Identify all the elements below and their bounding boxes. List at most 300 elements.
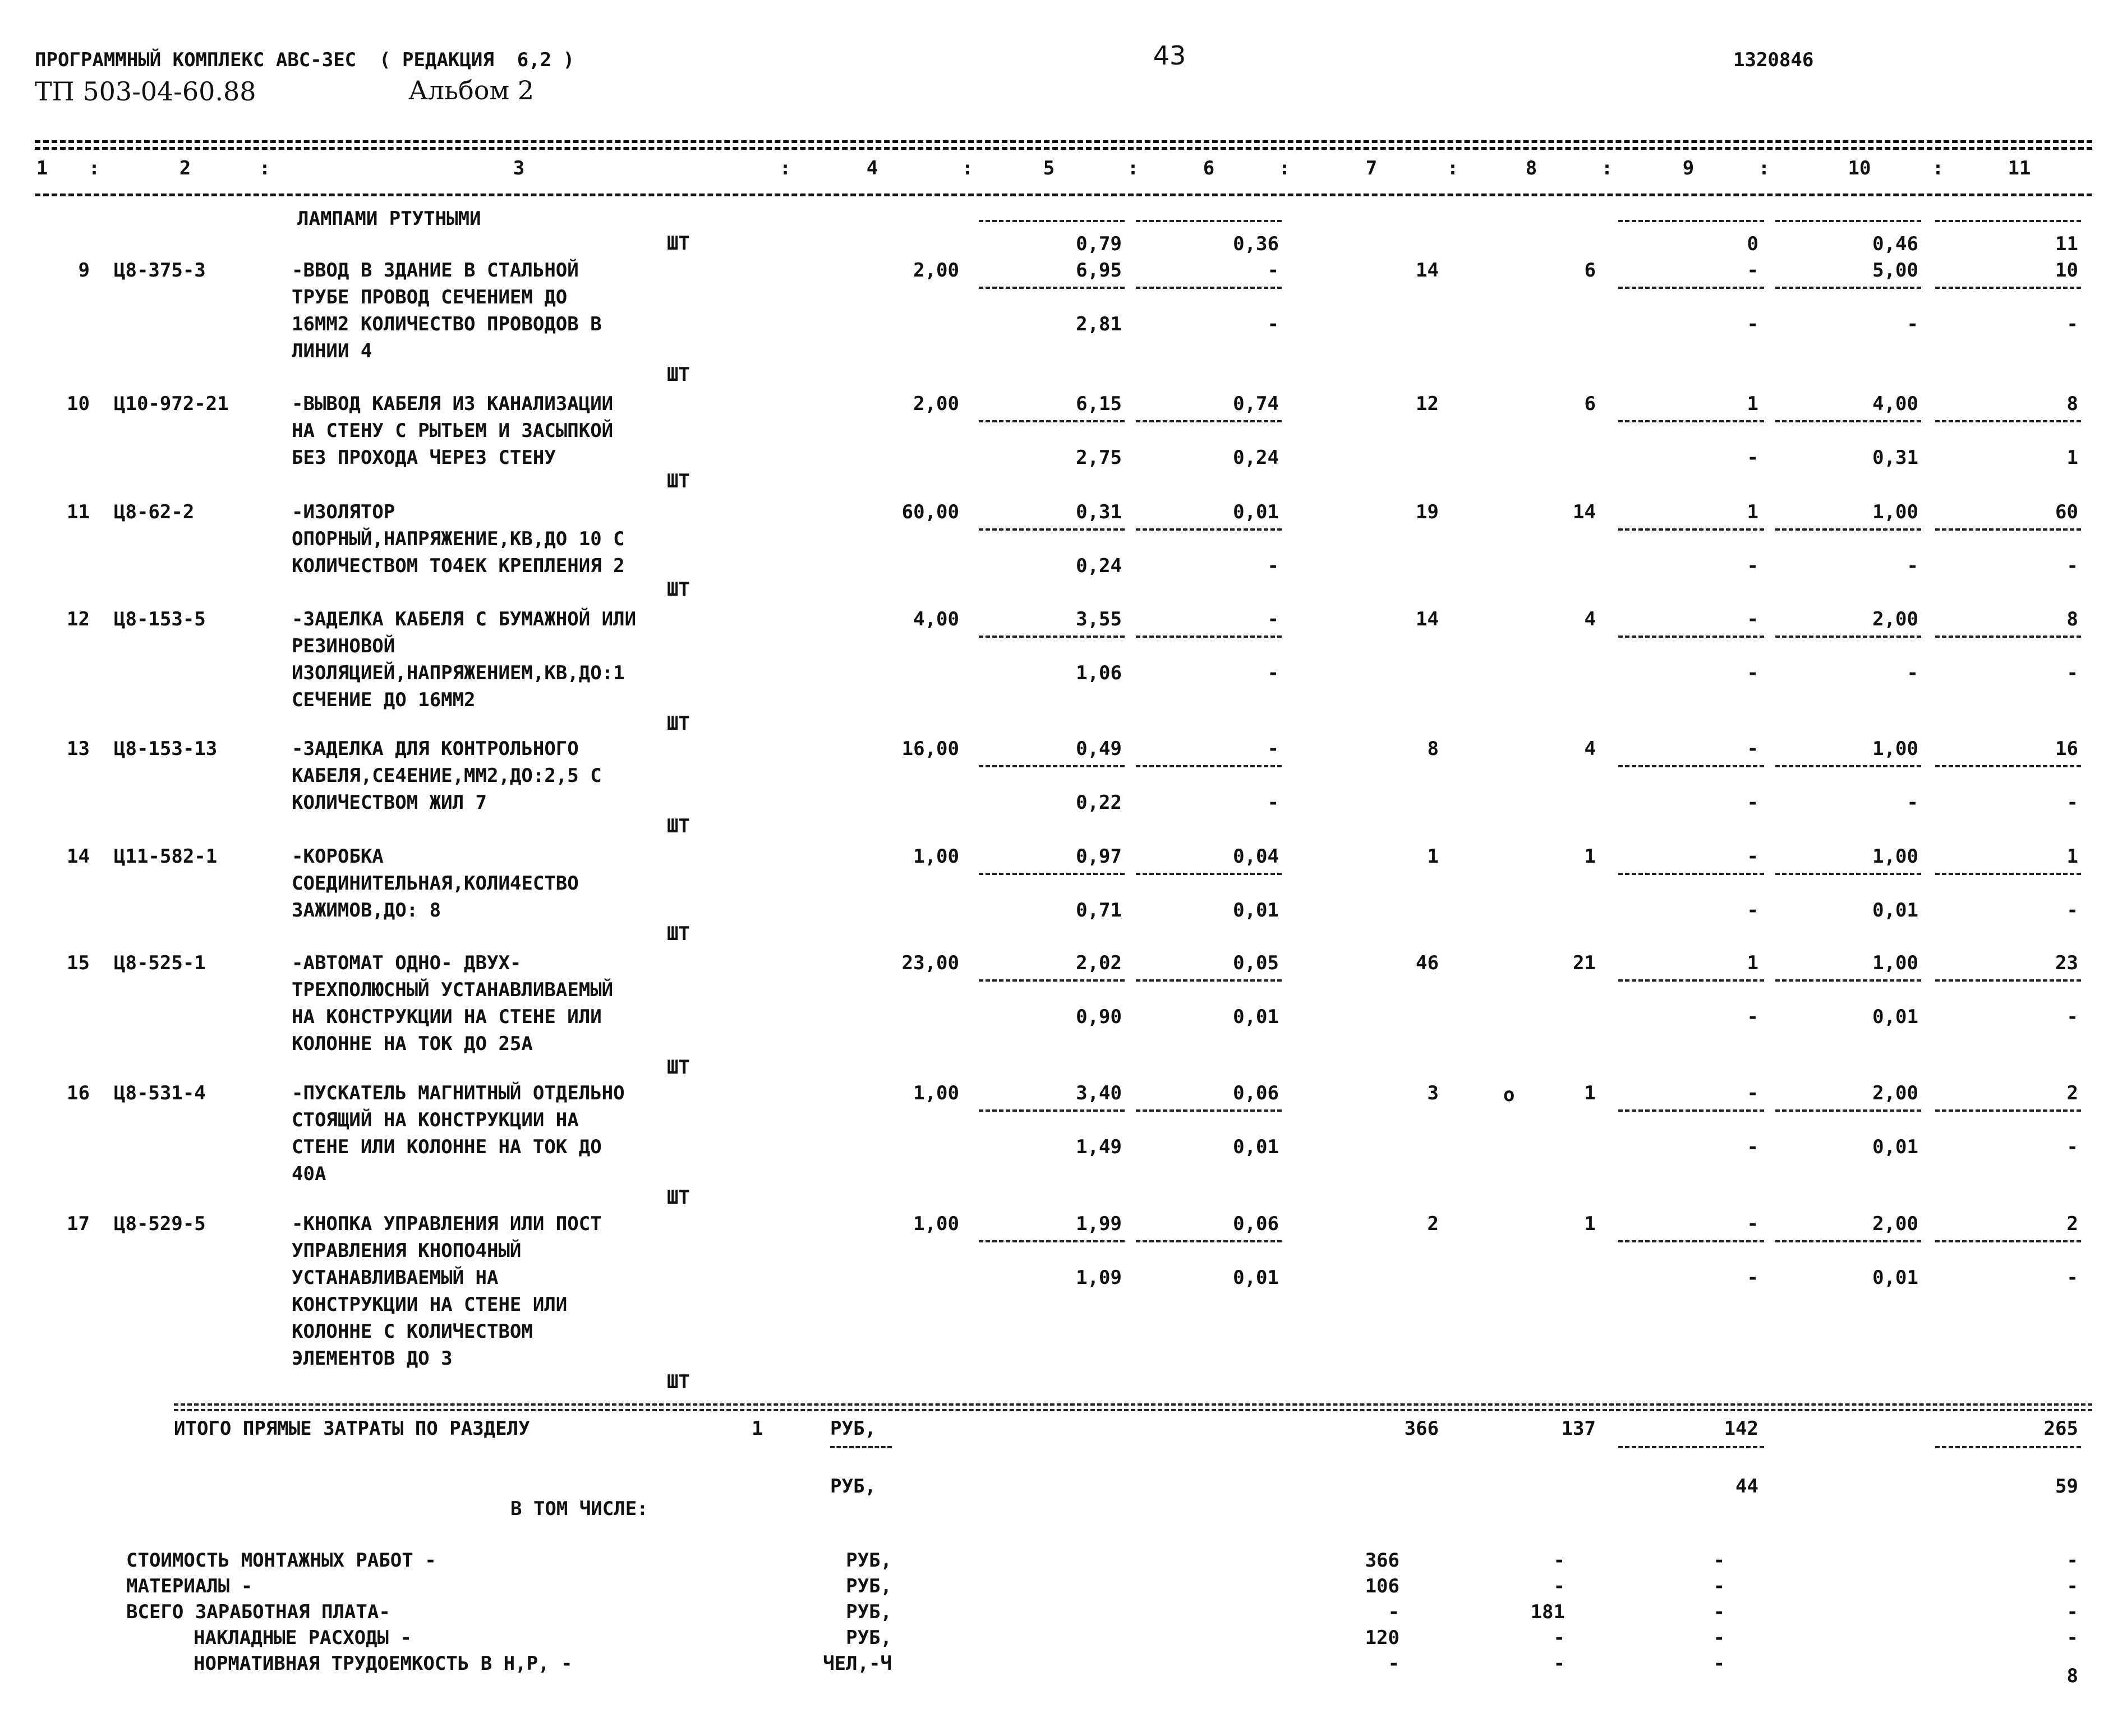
summary-col11: - xyxy=(2066,1575,2078,1597)
subrow-rule xyxy=(1136,220,1282,222)
item-description: 16ММ2 КОЛИЧЕСТВО ПРОВОДОВ В xyxy=(292,313,602,335)
subrow-rule xyxy=(1775,979,1921,982)
item-description: УСТАНАВЛИВАЕМЫЙ НА xyxy=(292,1267,499,1289)
row-number: 12 xyxy=(67,608,90,630)
project-code: ТП 503-04-60.88 xyxy=(35,76,256,107)
cell-col9-bottom: - xyxy=(1747,313,1758,335)
cell-col9-top: - xyxy=(1747,1213,1758,1235)
column-header-11: 11 xyxy=(2008,157,2031,179)
cell-col6-top: 0,04 xyxy=(1233,845,1279,868)
cell-col11-top: 8 xyxy=(2066,393,2078,415)
subrow-rule xyxy=(979,873,1125,875)
summary-col7: - xyxy=(1388,1601,1399,1623)
cell-col9-top: - xyxy=(1747,1082,1758,1104)
subrow-rule xyxy=(1935,1240,2081,1242)
item-description: КОЛИЧЕСТВОМ ЖИЛ 7 xyxy=(292,791,487,814)
album-label: Альбом 2 xyxy=(408,75,535,105)
row-number: 16 xyxy=(67,1082,90,1104)
cell-col7: 3 xyxy=(1427,1082,1439,1104)
row-code: Ц8-531-4 xyxy=(114,1082,206,1104)
cell-col11-top: 16 xyxy=(2055,738,2078,760)
item-description: ЛИНИИ 4 xyxy=(292,340,372,362)
column-separator: : xyxy=(259,157,271,179)
cell-col6-top: - xyxy=(1267,738,1279,760)
cell-col9-top: - xyxy=(1747,738,1758,760)
page-number: 43 xyxy=(1153,40,1186,71)
cell-col9-bottom: - xyxy=(1747,1136,1758,1158)
row-code: Ц8-525-1 xyxy=(114,952,206,974)
cell-col6-bottom: 0,01 xyxy=(1233,899,1279,922)
subrow-rule xyxy=(979,1240,1125,1242)
subrow-rule xyxy=(1935,1446,2081,1448)
item-unit: ШТ xyxy=(667,712,690,735)
header-top-rule-2 xyxy=(35,147,2092,150)
subrow-rule xyxy=(1935,287,2081,289)
cell-col8: 6 xyxy=(1584,259,1596,282)
item-description: НА КОНСТРУКЦИИ НА СТЕНЕ ИЛИ xyxy=(292,1006,602,1028)
cell-col9-bottom: - xyxy=(1747,662,1758,684)
row-code: Ц8-375-3 xyxy=(114,259,206,282)
cell-col8: 4 xyxy=(1584,608,1596,630)
subrow-rule xyxy=(979,220,1125,222)
subrow-rule xyxy=(979,420,1125,422)
subrow-rule xyxy=(1775,1240,1921,1242)
cell-col6-top: - xyxy=(1267,608,1279,630)
totals-unit: РУБ, xyxy=(830,1417,876,1440)
cell-col10-top: 2,00 xyxy=(1872,608,1918,630)
cell-col10-top: 4,00 xyxy=(1872,393,1918,415)
summary-label: МАТЕРИАЛЫ - xyxy=(126,1575,253,1597)
summary-col8: - xyxy=(1553,1627,1565,1649)
cell-col9-top: 1 xyxy=(1747,501,1758,523)
cell-col9-top: - xyxy=(1747,845,1758,868)
cell-col5-top: 0,49 xyxy=(1076,738,1122,760)
document-number: 1320846 xyxy=(1733,49,1814,71)
subrow-rule xyxy=(979,636,1125,638)
cell-col5-top: 1,99 xyxy=(1076,1213,1122,1235)
subrow-rule xyxy=(1618,636,1764,638)
cell-col5-bottom: 1,06 xyxy=(1076,662,1122,684)
item-unit: ШТ xyxy=(667,470,690,492)
cell-col5-bottom: 0,24 xyxy=(1076,555,1122,577)
column-header-10: 10 xyxy=(1848,157,1871,179)
subrow-rule xyxy=(1136,765,1282,767)
cell-col7: 8 xyxy=(1427,738,1439,760)
summary-col11: - xyxy=(2066,1627,2078,1649)
cell-col10-top: 1,00 xyxy=(1872,501,1918,523)
program-title: ПРОГРАММНЫЙ КОМПЛЕКС АВС-3ЕС ( РЕДАКЦИЯ 6,2 ) xyxy=(35,49,575,71)
row-number: 15 xyxy=(67,952,90,974)
handwritten-mark: о xyxy=(1503,1084,1515,1106)
column-header-8: 8 xyxy=(1525,157,1537,179)
column-header-9: 9 xyxy=(1682,157,1695,179)
item-description: НА СТЕНУ С РЫТЬЕМ И ЗАСЫПКОЙ xyxy=(292,420,614,442)
cell-quantity: 16,00 xyxy=(901,738,959,760)
summary-col9: - xyxy=(1713,1549,1725,1572)
cell-col7: 12 xyxy=(1416,393,1439,415)
subrow-rule xyxy=(1136,528,1282,531)
column-header-2: 2 xyxy=(179,157,191,179)
cell-col11-top: 10 xyxy=(2055,259,2078,282)
row-number: 17 xyxy=(67,1213,90,1235)
item-unit: ШТ xyxy=(667,1056,690,1079)
cell-quantity: 60,00 xyxy=(901,501,959,523)
totals-label: ИТОГО ПРЯМЫЕ ЗАТРАТЫ ПО РАЗДЕЛУ xyxy=(174,1417,530,1440)
cell-col5-top: 6,15 xyxy=(1076,393,1122,415)
cell-col10-bottom: 0,01 xyxy=(1872,1267,1918,1289)
summary-col9: - xyxy=(1713,1627,1725,1649)
summary-col8: - xyxy=(1553,1575,1565,1597)
item-description: 40А xyxy=(292,1163,326,1185)
row-code: Ц10-972-21 xyxy=(114,393,229,415)
subrow-rule xyxy=(1935,220,2081,222)
column-header-5: 5 xyxy=(1043,157,1055,179)
item-description: БЕЗ ПРОХОДА ЧЕРЕЗ СТЕНУ xyxy=(292,446,556,469)
carry-cell-9: 0 xyxy=(1747,233,1758,255)
summary-col11: 8 xyxy=(2066,1665,2078,1687)
subrow-rule xyxy=(1618,1446,1764,1448)
cell-col6-top: 0,06 xyxy=(1233,1213,1279,1235)
subrow-rule xyxy=(1136,873,1282,875)
cell-col11-top: 2 xyxy=(2066,1082,2078,1104)
subrow-rule xyxy=(1935,420,2081,422)
cell-col10-bottom: - xyxy=(1907,313,1918,335)
summary-unit: РУБ, xyxy=(846,1601,892,1623)
cell-col10-top: 1,00 xyxy=(1872,738,1918,760)
subrow-rule xyxy=(1618,1109,1764,1112)
subrow-rule xyxy=(1775,528,1921,531)
cell-col8: 1 xyxy=(1584,1082,1596,1104)
subrow-rule xyxy=(1618,873,1764,875)
cell-col5-top: 0,97 xyxy=(1076,845,1122,868)
cell-col9-bottom: - xyxy=(1747,446,1758,469)
subrow-rule xyxy=(1136,1240,1282,1242)
summary-col9: - xyxy=(1713,1652,1725,1675)
subrow-rule xyxy=(1775,220,1921,222)
cell-col8: 14 xyxy=(1573,501,1596,523)
item-description: КОЛИЧЕСТВОМ ТО4ЕК КРЕПЛЕНИЯ 2 xyxy=(292,555,625,577)
row-code: Ц11-582-1 xyxy=(114,845,218,868)
carry-cell-11: 11 xyxy=(2055,233,2078,255)
cell-col5-top: 3,40 xyxy=(1076,1082,1122,1104)
column-separator: : xyxy=(779,157,791,179)
subrow-rule xyxy=(1618,220,1764,222)
summary-col8: 181 xyxy=(1530,1601,1565,1623)
cell-col11-top: 23 xyxy=(2055,952,2078,974)
totals-col11-top: 265 xyxy=(2043,1417,2078,1440)
cell-col8: 1 xyxy=(1584,1213,1596,1235)
cell-col6-top: 0,74 xyxy=(1233,393,1279,415)
column-header-7: 7 xyxy=(1365,157,1378,179)
summary-label: НОРМАТИВНАЯ ТРУДОЕМКОСТЬ В Н,Р, - xyxy=(194,1652,573,1675)
cell-col8: 21 xyxy=(1573,952,1596,974)
cell-col11-bottom: - xyxy=(2066,899,2078,922)
cell-col9-top: - xyxy=(1747,259,1758,282)
cell-col6-bottom: - xyxy=(1267,662,1279,684)
column-separator: : xyxy=(1932,157,1944,179)
cell-col10-top: 1,00 xyxy=(1872,845,1918,868)
totals-section-number: 1 xyxy=(752,1417,763,1440)
subrow-rule xyxy=(1136,287,1282,289)
cell-col9-bottom: - xyxy=(1747,1006,1758,1028)
cell-col9-top: - xyxy=(1747,608,1758,630)
subrow-rule xyxy=(1775,1109,1921,1112)
cell-quantity: 2,00 xyxy=(913,259,959,282)
summary-col9: - xyxy=(1713,1575,1725,1597)
item-description: ИЗОЛЯЦИЕЙ,НАПРЯЖЕНИЕМ,КВ,ДО:1 xyxy=(292,662,625,684)
cell-col10-top: 2,00 xyxy=(1872,1213,1918,1235)
column-separator: : xyxy=(1601,157,1613,179)
subrow-rule xyxy=(1136,1109,1282,1112)
cell-col9-bottom: - xyxy=(1747,555,1758,577)
cell-col5-bottom: 1,49 xyxy=(1076,1136,1122,1158)
summary-col9: - xyxy=(1713,1601,1725,1623)
item-description: КОЛОННЕ С КОЛИЧЕСТВОМ xyxy=(292,1320,533,1343)
subrow-rule xyxy=(1618,420,1764,422)
cell-col10-bottom: 0,01 xyxy=(1872,1136,1918,1158)
cell-col9-bottom: - xyxy=(1747,899,1758,922)
summary-col7: 366 xyxy=(1365,1549,1399,1572)
subrow-rule xyxy=(1935,765,2081,767)
cell-col8: 4 xyxy=(1584,738,1596,760)
cell-col7: 14 xyxy=(1416,259,1439,282)
item-description: -КОРОБКА xyxy=(292,845,384,868)
item-description: -ПУСКАТЕЛЬ МАГНИТНЫЙ ОТДЕЛЬНО xyxy=(292,1082,625,1104)
column-header-3: 3 xyxy=(513,157,525,179)
summary-label: ВСЕГО ЗАРАБОТНАЯ ПЛАТА- xyxy=(126,1601,390,1623)
summary-col7: 120 xyxy=(1365,1627,1399,1649)
summary-unit: РУБ, xyxy=(846,1627,892,1649)
cell-col11-top: 8 xyxy=(2066,608,2078,630)
header-top-rule xyxy=(35,140,2092,143)
item-description: ЗАЖИМОВ,ДО: 8 xyxy=(292,899,441,922)
column-header-4: 4 xyxy=(866,157,878,179)
cell-col6-top: 0,05 xyxy=(1233,952,1279,974)
subrow-rule xyxy=(979,765,1125,767)
cell-col10-top: 5,00 xyxy=(1872,259,1918,282)
cell-col8: 6 xyxy=(1584,393,1596,415)
summary-col7: - xyxy=(1388,1652,1399,1675)
cell-col9-bottom: - xyxy=(1747,791,1758,814)
summary-col11: - xyxy=(2066,1549,2078,1572)
cell-col11-bottom: 1 xyxy=(2066,446,2078,469)
item-description: КАБЕЛЯ,СЕ4ЕНИЕ,ММ2,ДО:2,5 С xyxy=(292,765,602,787)
cell-col6-bottom: 0,24 xyxy=(1233,446,1279,469)
summary-unit: ЧЕЛ,-Ч xyxy=(823,1652,892,1675)
cell-quantity: 1,00 xyxy=(913,1213,959,1235)
cell-col11-top: 1 xyxy=(2066,845,2078,868)
item-unit: ШТ xyxy=(667,1186,690,1209)
row-number: 14 xyxy=(67,845,90,868)
subrow-rule xyxy=(1618,765,1764,767)
item-description: -АВТОМАТ ОДНО- ДВУХ- xyxy=(292,952,522,974)
cell-col5-bottom: 2,81 xyxy=(1076,313,1122,335)
summary-col7: 106 xyxy=(1365,1575,1399,1597)
row-number: 9 xyxy=(78,259,90,282)
header-bottom-rule xyxy=(35,194,2092,196)
column-header-1: 1 xyxy=(36,157,48,179)
subrow-rule xyxy=(979,1109,1125,1112)
item-description: КОЛОННЕ НА ТОК ДО 25А xyxy=(292,1033,533,1055)
item-description: СТЕНЕ ИЛИ КОЛОННЕ НА ТОК ДО xyxy=(292,1136,602,1158)
cell-col11-bottom: - xyxy=(2066,662,2078,684)
totals-unit-2: РУБ, xyxy=(830,1475,876,1498)
row-code: Ц8-153-13 xyxy=(114,738,218,760)
summary-label: СТОИМОСТЬ МОНТАЖНЫХ РАБОТ - xyxy=(126,1549,436,1572)
cell-col5-bottom: 0,90 xyxy=(1076,1006,1122,1028)
cell-col6-bottom: 0,01 xyxy=(1233,1006,1279,1028)
subrow-rule xyxy=(1935,979,2081,982)
row-code: Ц8-62-2 xyxy=(114,501,195,523)
cell-quantity: 1,00 xyxy=(913,845,959,868)
cell-col6-bottom: - xyxy=(1267,791,1279,814)
cell-quantity: 2,00 xyxy=(913,393,959,415)
subrow-rule xyxy=(1775,636,1921,638)
item-description: -ЗАДЕЛКА КАБЕЛЯ С БУМАЖНОЙ ИЛИ xyxy=(292,608,637,630)
subrow-rule xyxy=(979,528,1125,531)
summary-col11: - xyxy=(2066,1601,2078,1623)
item-description: УПРАВЛЕНИЯ КНОПО4НЫЙ xyxy=(292,1240,522,1262)
item-description: ЭЛЕМЕНТОВ ДО 3 xyxy=(292,1347,453,1370)
row-number: 10 xyxy=(67,393,90,415)
cell-col5-top: 3,55 xyxy=(1076,608,1122,630)
carry-cell-5: 0,79 xyxy=(1076,233,1122,255)
item-description: СЕЧЕНИЕ ДО 16ММ2 xyxy=(292,689,476,711)
subrow-rule xyxy=(1618,979,1764,982)
subrow-rule xyxy=(1775,765,1921,767)
subrow-rule xyxy=(1935,1109,2081,1112)
cell-col10-top: 2,00 xyxy=(1872,1082,1918,1104)
row-code: Ц8-153-5 xyxy=(114,608,206,630)
summary-col8: - xyxy=(1553,1652,1565,1675)
row-code: Ц8-529-5 xyxy=(114,1213,206,1235)
cell-col6-top: 0,06 xyxy=(1233,1082,1279,1104)
cell-col7: 2 xyxy=(1427,1213,1439,1235)
totals-top-rule xyxy=(174,1403,2092,1406)
subrow-rule xyxy=(1935,528,2081,531)
totals-col8: 137 xyxy=(1561,1417,1596,1440)
cell-col7: 46 xyxy=(1416,952,1439,974)
column-separator: : xyxy=(1447,157,1459,179)
subrow-rule xyxy=(1618,528,1764,531)
subrow-rule xyxy=(1775,287,1921,289)
item-description: ОПОРНЫЙ,НАПРЯЖЕНИЕ,КВ,ДО 10 С xyxy=(292,528,625,550)
subrow-rule xyxy=(1935,873,2081,875)
cell-col5-bottom: 0,22 xyxy=(1076,791,1122,814)
column-separator: : xyxy=(1278,157,1291,179)
cell-col11-bottom: - xyxy=(2066,791,2078,814)
cell-col10-bottom: - xyxy=(1907,791,1918,814)
item-description: ТРУБЕ ПРОВОД СЕЧЕНИЕМ ДО xyxy=(292,286,568,308)
cell-col7: 14 xyxy=(1416,608,1439,630)
cell-col6-bottom: - xyxy=(1267,555,1279,577)
item-description: -ВЫВОД КАБЕЛЯ ИЗ КАНАЛИЗАЦИИ xyxy=(292,393,614,415)
cell-col10-bottom: 0,31 xyxy=(1872,446,1918,469)
item-description: -ВВОД В ЗДАНИЕ В СТАЛЬНОЙ xyxy=(292,259,579,282)
cell-col10-bottom: - xyxy=(1907,555,1918,577)
subrow-rule xyxy=(979,979,1125,982)
cell-col5-bottom: 2,75 xyxy=(1076,446,1122,469)
cell-col6-bottom: 0,01 xyxy=(1233,1267,1279,1289)
cell-col6-bottom: - xyxy=(1267,313,1279,335)
subrow-rule xyxy=(1136,979,1282,982)
cell-col11-bottom: - xyxy=(2066,313,2078,335)
subrow-rule xyxy=(1618,287,1764,289)
item-description: ТРЕХПОЛЮСНЫЙ УСТАНАВЛИВАЕМЫЙ xyxy=(292,979,614,1001)
cell-col11-top: 60 xyxy=(2055,501,2078,523)
item-description: СТОЯЩИЙ НА КОНСТРУКЦИИ НА xyxy=(292,1109,579,1131)
cell-col6-top: 0,01 xyxy=(1233,501,1279,523)
including-label: В ТОМ ЧИСЛЕ: xyxy=(510,1498,648,1520)
totals-col9-top: 142 xyxy=(1724,1417,1758,1440)
cell-col10-top: 1,00 xyxy=(1872,952,1918,974)
cell-quantity: 1,00 xyxy=(913,1082,959,1104)
cell-col5-bottom: 0,71 xyxy=(1076,899,1122,922)
item-unit: ШТ xyxy=(667,578,690,601)
subrow-rule xyxy=(1136,636,1282,638)
summary-unit: РУБ, xyxy=(846,1575,892,1597)
cell-col10-bottom: 0,01 xyxy=(1872,899,1918,922)
subrow-rule xyxy=(1935,636,2081,638)
totals-col9-bottom: 44 xyxy=(1735,1475,1758,1498)
carry-over-text: ЛАМПАМИ РТУТНЫМИ xyxy=(297,208,481,230)
item-description: СОЕДИНИТЕЛЬНАЯ,КОЛИ4ЕСТВО xyxy=(292,872,579,895)
cell-col11-bottom: - xyxy=(2066,555,2078,577)
cell-col7: 1 xyxy=(1427,845,1439,868)
row-number: 11 xyxy=(67,501,90,523)
cell-quantity: 4,00 xyxy=(913,608,959,630)
carry-over-unit: ШТ xyxy=(667,232,690,255)
cell-col5-top: 2,02 xyxy=(1076,952,1122,974)
cell-col6-top: - xyxy=(1267,259,1279,282)
totals-unit-rule xyxy=(830,1446,892,1448)
cell-col9-bottom: - xyxy=(1747,1267,1758,1289)
cell-col6-bottom: 0,01 xyxy=(1233,1136,1279,1158)
column-separator: : xyxy=(1127,157,1139,179)
cell-col7: 19 xyxy=(1416,501,1439,523)
subrow-rule xyxy=(979,287,1125,289)
column-separator: : xyxy=(88,157,100,179)
cell-col9-top: 1 xyxy=(1747,393,1758,415)
item-description: -КНОПКА УПРАВЛЕНИЯ ИЛИ ПОСТ xyxy=(292,1213,602,1235)
cell-col5-top: 0,31 xyxy=(1076,501,1122,523)
subrow-rule xyxy=(1618,1240,1764,1242)
cell-col5-top: 6,95 xyxy=(1076,259,1122,282)
totals-col11-bottom: 59 xyxy=(2055,1475,2078,1498)
cell-col11-top: 2 xyxy=(2066,1213,2078,1235)
item-description: -ИЗОЛЯТОР xyxy=(292,501,395,523)
item-unit: ШТ xyxy=(667,815,690,837)
column-separator: : xyxy=(1758,157,1770,179)
row-number: 13 xyxy=(67,738,90,760)
cell-col10-bottom: - xyxy=(1907,662,1918,684)
carry-cell-10: 0,46 xyxy=(1872,233,1918,255)
cell-col10-bottom: 0,01 xyxy=(1872,1006,1918,1028)
subrow-rule xyxy=(1775,873,1921,875)
totals-top-rule-2 xyxy=(174,1409,2092,1411)
cell-col11-bottom: - xyxy=(2066,1136,2078,1158)
item-description: РЕЗИНОВОЙ xyxy=(292,635,395,657)
cell-col5-bottom: 1,09 xyxy=(1076,1267,1122,1289)
item-description: -ЗАДЕЛКА ДЛЯ КОНТРОЛЬНОГО xyxy=(292,738,579,760)
totals-col7: 366 xyxy=(1404,1417,1439,1440)
cell-col11-bottom: - xyxy=(2066,1267,2078,1289)
cell-quantity: 23,00 xyxy=(901,952,959,974)
item-unit: ШТ xyxy=(667,1371,690,1393)
cell-col8: 1 xyxy=(1584,845,1596,868)
summary-label: НАКЛАДНЫЕ РАСХОДЫ - xyxy=(194,1627,412,1649)
carry-cell-6: 0,36 xyxy=(1233,233,1279,255)
